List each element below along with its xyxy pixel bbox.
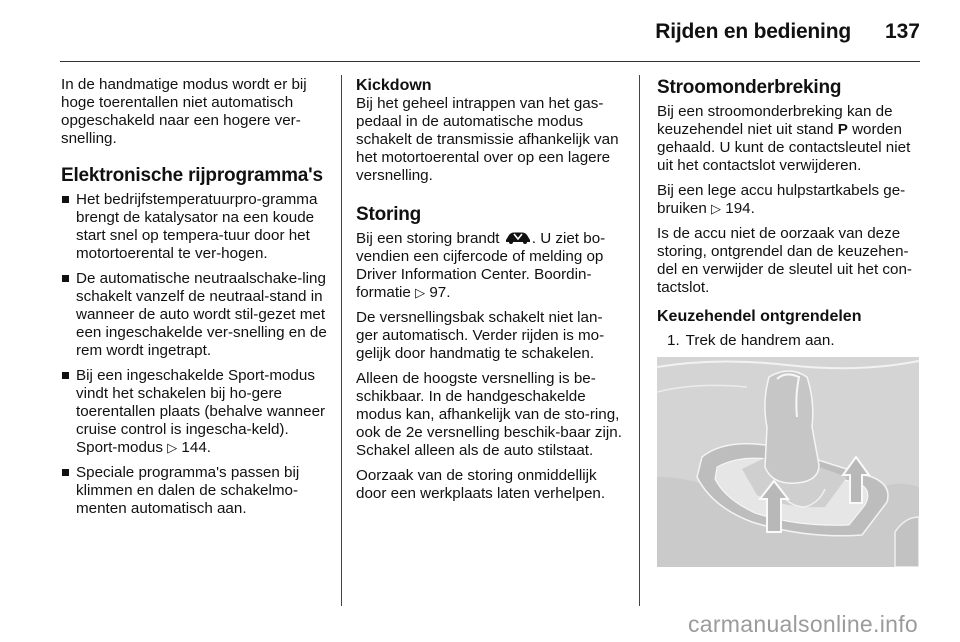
list-item: Speciale programma's passen bij klimmen en dalen de schakelmo-menten automatisch aan.	[61, 464, 327, 518]
kickdown-paragraph: Bij het geheel intrappen van het gas-pedaal in de automatische modus schakelt de transmissie afhankelijk van het motortoerental over op een lagere versnelling.	[356, 95, 619, 184]
stroom-paragraph-1: Bij een stroomonderbreking kan de keuzehendel niet uit stand P worden gehaald. U kunt de contactsleutel niet uit het contactslot verwijderen.	[657, 103, 911, 174]
gear-position-p: P	[837, 121, 848, 138]
reference-arrow-icon: ▷	[711, 201, 722, 216]
page-reference-link[interactable]: 194.	[725, 200, 755, 217]
list-item: De automatische neutraalschake-ling schakelt vanzelf de neutraal-stand in wanneer de auto wordt stil-gezet met een ingeschakelde ver-snelling en de rem wordt ingetrapt.	[61, 270, 327, 360]
watermark: carmanualsonline.info	[687, 611, 918, 637]
steps-list	[657, 332, 921, 350]
stroom-paragraph-3: Is de accu niet de oorzaak van deze storing, ontgrendel dan de keuzehen-del en verwijder de sleutel uit het con-tactslot.	[657, 225, 912, 296]
storing-paragraph-2: De versnellingsbak schakelt niet lan-ger automatisch. Verder rijden is mo-gelijk door handmatig te schakelen.	[356, 309, 605, 362]
intro-paragraph: In de handmatige modus wordt er bij hoge toerentallen niet automatisch opgeschakeld naar een hogere ver-snelling.	[61, 76, 307, 147]
gear-lever-drawing	[657, 357, 919, 567]
section-heading-rijprogrammas: Elektronische rijprogramma's	[61, 165, 323, 186]
column-middle	[356, 76, 624, 510]
column-divider-1	[341, 75, 342, 606]
list-item: Bij een ingeschakelde Sport-modus vindt het schakelen bij ho-gere toerentallen plaats (behalve wanneer cruise control is ingescha-keld). Sport-modus ▷ 144.	[61, 367, 327, 457]
subheading-keuzehendel: Keuzehendel ontgrendelen	[657, 308, 862, 325]
car-warning-icon	[504, 231, 532, 244]
column-left	[61, 76, 327, 525]
page-title: Rijden en bediening	[655, 20, 851, 43]
section-heading-stroomonderbreking: Stroomonderbreking	[657, 77, 842, 98]
page-reference-link[interactable]: 97.	[429, 284, 451, 301]
list-item: Het bedrijfstemperatuurpro-gramma brengt de katalysator na een koude start snel op tempera-tuur door het motortoerental te ver-hogen.	[61, 191, 327, 263]
list-item: 1. Trek de handrem aan.	[667, 332, 835, 349]
storing-paragraph-4: Oorzaak van de storing onmiddellijk door een werkplaats laten verhelpen.	[356, 467, 606, 502]
section-heading-kickdown: Kickdown	[356, 77, 432, 94]
section-heading-storing: Storing	[356, 204, 422, 225]
header-rule	[60, 61, 920, 62]
column-divider-2	[639, 75, 640, 606]
storing-paragraph-3: Alleen de hoogste versnelling is be-schikbaar. In de handgeschakelde modus kan, afhankelijk van de sto-ring, ook de 2e versnelling beschik-baar zijn. Schakel alleen als de auto stilstaat.	[356, 370, 622, 459]
stroom-paragraph-2: Bij een lege accu hulpstartkabels ge-bruiken ▷ 194.	[657, 182, 906, 217]
page-header	[655, 14, 920, 50]
gear-lever-illustration	[657, 357, 919, 567]
rijprogramma-list	[61, 191, 327, 518]
storing-paragraph-1: Bij een storing brandt . U ziet bo-vendien een cijfercode of melding op Driver Information Center. Boordin-formatie ▷ 97.	[356, 230, 606, 301]
page-reference-link[interactable]: 144.	[181, 439, 211, 456]
reference-arrow-icon: ▷	[415, 285, 426, 300]
reference-arrow-icon: ▷	[167, 440, 178, 455]
column-right	[657, 76, 921, 350]
page-number: 137	[884, 20, 920, 43]
